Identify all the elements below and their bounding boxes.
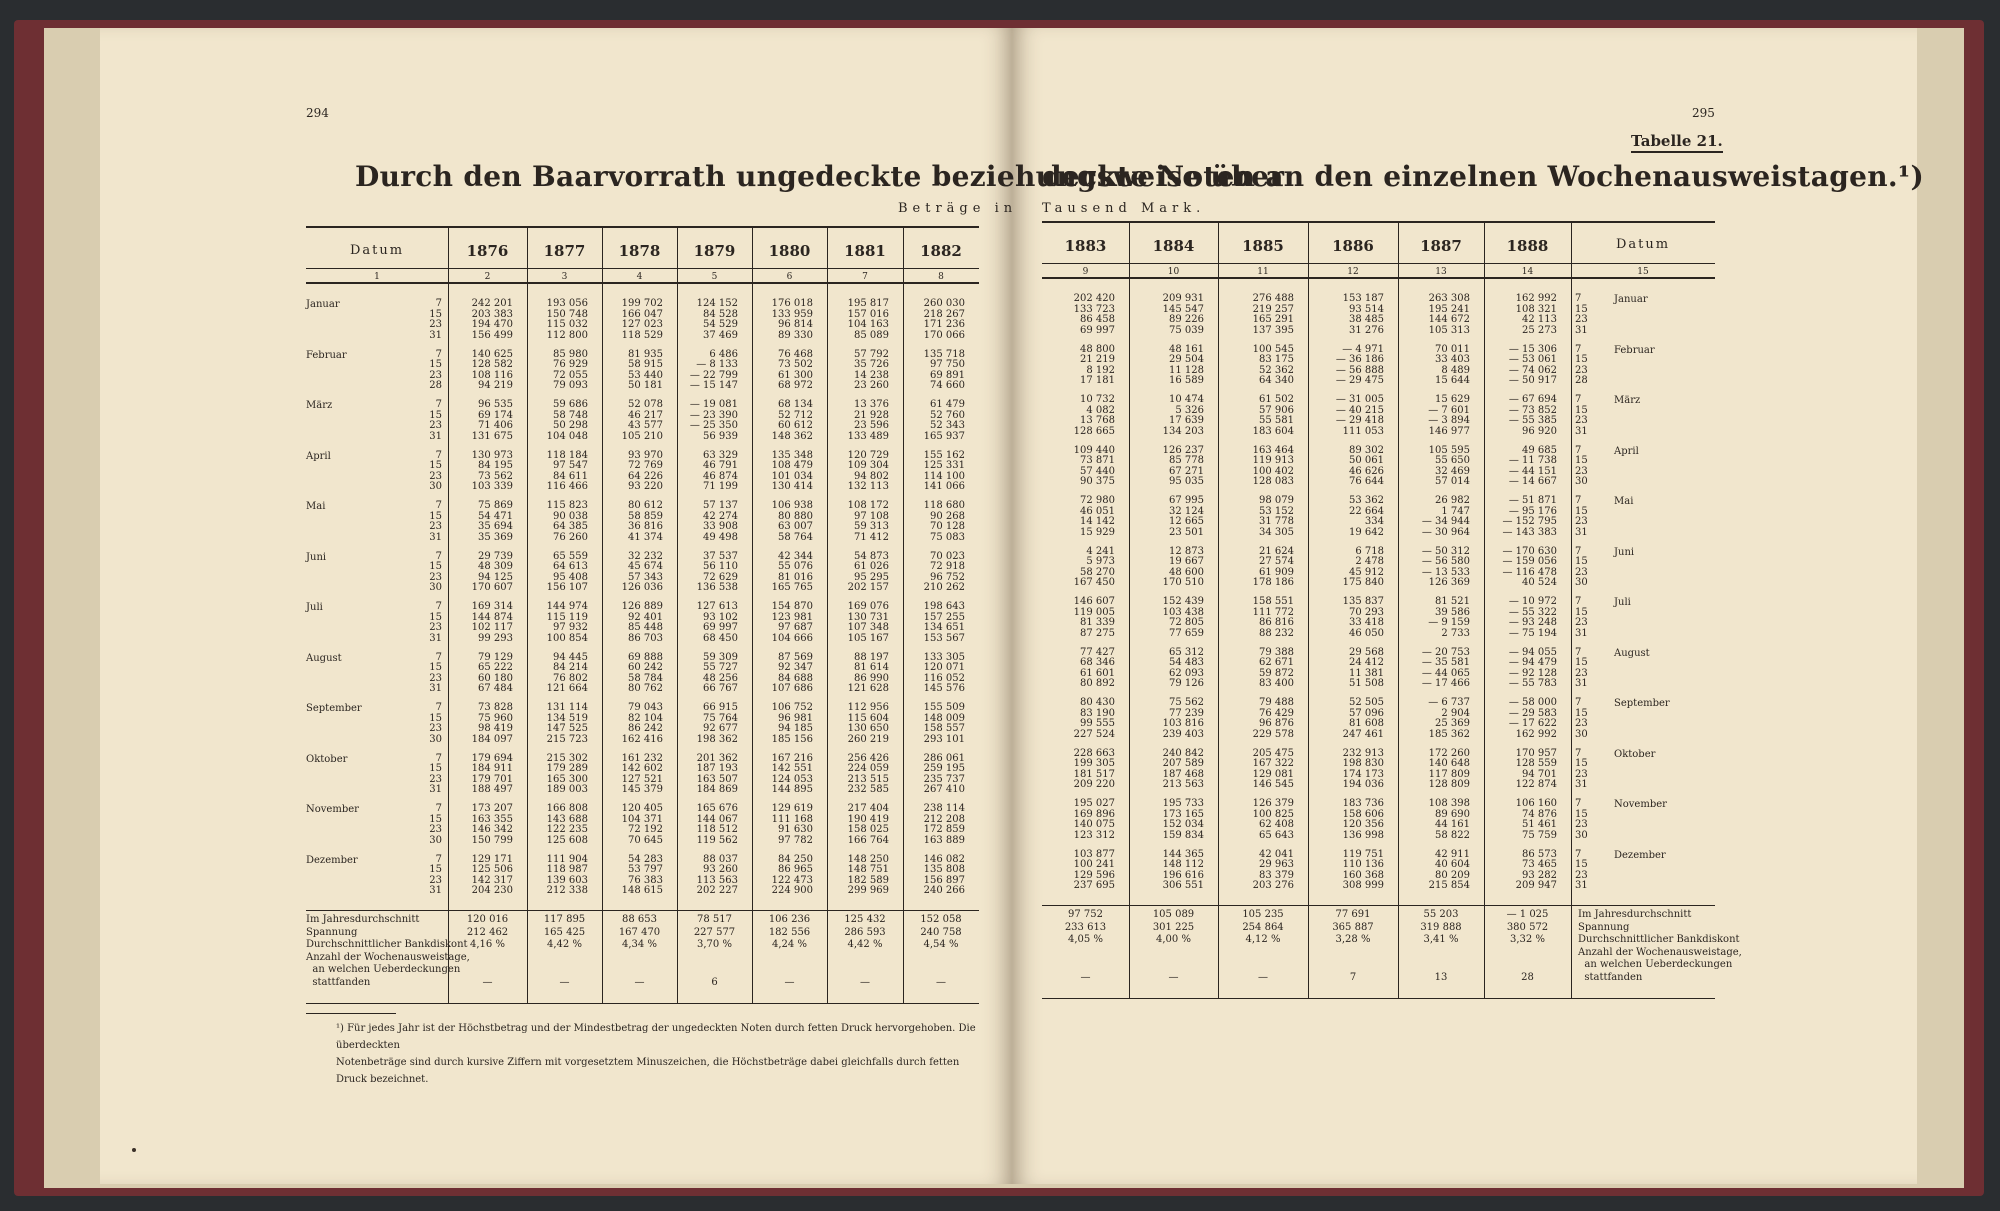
table-cell: 118 184 97 547 84 611 116 466 xyxy=(546,449,588,492)
table-cell: 146 607 119 005 81 339 87 275 xyxy=(1073,596,1115,639)
day-list: 7 15 23 31 xyxy=(1575,293,1588,336)
table-cell: 57 137 42 274 33 908 49 498 xyxy=(703,500,738,543)
table-cell: — 50 312 — 56 580 — 13 533 126 369 xyxy=(1421,545,1470,588)
table-cell: 108 172 97 108 59 313 71 412 xyxy=(847,500,889,543)
table-cell: 88 197 81 614 86 990 121 628 xyxy=(847,651,889,694)
table-cell: 67 995 32 124 12 665 23 501 xyxy=(1169,495,1204,538)
rule-summary-right xyxy=(1042,905,1715,906)
year-header: 1882 xyxy=(920,242,962,260)
table-cell: 135 348 108 479 101 034 130 414 xyxy=(771,449,813,492)
table-cell: 52 505 57 096 81 608 247 461 xyxy=(1342,697,1384,740)
rule-colnum-left xyxy=(306,282,979,284)
day-list: 7 15 23 31 xyxy=(429,298,442,341)
table-cell: 155 162 125 331 114 100 141 066 xyxy=(923,449,965,492)
table-cell: 154 870 123 981 97 687 104 666 xyxy=(771,601,813,644)
day-list: 7 15 23 30 xyxy=(429,550,442,593)
table-cell: 68 134 52 712 60 612 148 362 xyxy=(771,399,813,442)
day-list: 7 15 23 30 xyxy=(1575,545,1588,588)
table-cell: 112 956 115 604 130 650 260 219 xyxy=(847,702,889,745)
table-cell: 260 030 218 267 171 236 170 066 xyxy=(923,298,965,341)
month-label: September xyxy=(306,703,362,714)
day-list: 7 15 23 31 xyxy=(429,601,442,644)
title-right: deckte Noten an den einzelnen Wochenausweistagen.¹) xyxy=(1042,160,1925,193)
table-cell: 73 828 75 960 98 419 184 097 xyxy=(471,702,513,745)
table-cell: 79 129 65 222 60 180 67 484 xyxy=(478,651,513,694)
column-number: 2 xyxy=(484,272,491,282)
table-cell: — 58 000 — 29 583 — 17 622 162 992 xyxy=(1508,697,1557,740)
table-cell: 76 468 73 502 61 300 68 972 xyxy=(778,348,813,391)
summary-cell: 125 432 286 593 4,42 % — xyxy=(844,914,886,988)
table-cell: 133 305 120 071 116 052 145 576 xyxy=(923,651,965,694)
day-list: 7 15 23 31 xyxy=(1575,848,1588,891)
table-cell: 124 152 84 528 54 529 37 469 xyxy=(696,298,738,341)
table-cell: 115 823 90 038 64 385 76 260 xyxy=(546,500,588,543)
table-cell: 6 718 2 478 45 912 175 840 xyxy=(1342,545,1384,588)
table-cell: 155 509 148 009 158 557 293 101 xyxy=(923,702,965,745)
table-cell: 93 970 72 769 64 226 93 220 xyxy=(628,449,663,492)
table-cell: 13 376 21 928 23 596 133 489 xyxy=(847,399,889,442)
table-cell: 129 619 111 168 91 630 97 782 xyxy=(771,803,813,846)
table-cell: 195 027 169 896 140 075 123 312 xyxy=(1073,798,1115,841)
table-cell: — 15 306 — 53 061 — 74 062 — 50 917 xyxy=(1508,343,1557,386)
table-cell: 49 685 — 11 738 — 44 151 — 14 667 xyxy=(1508,444,1557,487)
table-cell: 15 629 — 7 601 — 3 894 146 977 xyxy=(1428,394,1470,437)
column-number: 9 xyxy=(1082,267,1089,277)
table-cell: 140 625 128 582 108 116 94 219 xyxy=(471,348,513,391)
table-cell: 6 486 — 8 133 — 22 799 — 15 147 xyxy=(689,348,738,391)
day-list: 7 15 23 31 xyxy=(1575,394,1588,437)
table-cell: 53 362 22 664 334 19 642 xyxy=(1349,495,1384,538)
table-cell: 106 752 96 981 94 185 185 156 xyxy=(771,702,813,745)
table-cell: 48 800 21 219 8 192 17 181 xyxy=(1080,343,1115,386)
table-cell: — 170 630 — 159 056 — 116 478 40 524 xyxy=(1502,545,1557,588)
day-list: 7 15 23 30 xyxy=(429,449,442,492)
table-label: Tabelle 21. xyxy=(1631,132,1723,153)
table-cell: 65 312 54 483 62 093 79 126 xyxy=(1169,646,1204,689)
table-cell: 61 479 52 760 52 343 165 937 xyxy=(923,399,965,442)
month-label: März xyxy=(1614,395,1641,406)
vrule xyxy=(1218,223,1219,998)
year-header: 1885 xyxy=(1242,237,1284,255)
table-cell: 54 873 61 026 95 295 202 157 xyxy=(847,550,889,593)
table-cell: 148 250 148 751 182 589 299 969 xyxy=(847,853,889,896)
table-cell: 153 187 93 514 38 485 31 276 xyxy=(1342,293,1384,336)
table-cell: 26 982 1 747 — 34 944 — 30 964 xyxy=(1421,495,1470,538)
year-header: 1880 xyxy=(768,242,811,260)
table-cell: 21 624 27 574 61 909 178 186 xyxy=(1252,545,1294,588)
vrule xyxy=(827,228,828,1003)
summary-cell: 120 016 212 462 4,16 % — xyxy=(466,914,509,988)
summary-cell: 105 235 254 864 4,12 % — xyxy=(1242,909,1284,983)
month-label: November xyxy=(306,804,359,815)
day-list: 7 15 23 28 xyxy=(1575,343,1588,386)
table-cell: 106 160 74 876 51 461 75 759 xyxy=(1515,798,1557,841)
table-cell: — 20 753 — 35 581 — 44 065 — 17 466 xyxy=(1421,646,1470,689)
summary-cell: 78 517 227 577 3,70 % 6 xyxy=(693,914,736,988)
vrule xyxy=(903,228,904,1003)
table-cell: 29 568 24 412 11 381 51 508 xyxy=(1349,646,1384,689)
column-number: 13 xyxy=(1435,267,1447,277)
year-header: 1881 xyxy=(844,242,886,260)
table-cell: 96 535 69 174 71 406 131 675 xyxy=(471,399,513,442)
table-cell: 173 207 163 355 146 342 150 799 xyxy=(471,803,513,846)
table-cell: — 10 972 — 55 322 — 93 248 — 75 194 xyxy=(1508,596,1557,639)
table-cell: 100 545 83 175 52 362 64 340 xyxy=(1252,343,1294,386)
table-cell: 127 613 93 102 69 997 68 450 xyxy=(696,601,738,644)
table-cell: 48 161 29 504 11 128 16 589 xyxy=(1169,343,1204,386)
table-cell: 176 018 133 959 96 814 89 330 xyxy=(771,298,813,341)
table-cell: 106 938 80 880 63 007 58 764 xyxy=(771,500,813,543)
column-number: 5 xyxy=(711,272,718,282)
day-list: 7 15 23 28 xyxy=(429,348,442,391)
year-header: 1887 xyxy=(1420,237,1462,255)
column-number: 7 xyxy=(862,272,868,282)
table-cell: 59 686 58 748 50 298 104 048 xyxy=(546,399,588,442)
ink-dot xyxy=(132,1148,136,1152)
table-cell: 201 362 187 193 163 507 184 869 xyxy=(696,752,738,795)
rule-header-left xyxy=(306,268,979,269)
summary-cell: 105 089 301 225 4,00 % — xyxy=(1152,909,1195,983)
datum-header-right: Datum xyxy=(1615,237,1671,252)
day-list: 7 15 23 30 xyxy=(429,702,442,745)
table-cell: 4 241 5 973 58 270 167 450 xyxy=(1073,545,1115,588)
table-cell: 195 817 157 016 104 163 85 089 xyxy=(847,298,889,341)
table-cell: 111 904 118 987 139 603 212 338 xyxy=(546,853,588,896)
table-cell: 87 569 92 347 84 688 107 686 xyxy=(771,651,813,694)
table-cell: 144 974 115 119 97 932 100 854 xyxy=(546,601,588,644)
table-cell: 37 537 56 110 72 629 136 538 xyxy=(696,550,738,593)
table-cell: 232 913 198 830 174 173 194 036 xyxy=(1342,747,1384,790)
table-cell: 146 082 135 808 156 897 240 266 xyxy=(923,853,965,896)
month-label: Mai xyxy=(306,501,326,512)
table-cell: 242 201 203 383 194 470 156 499 xyxy=(471,298,513,341)
table-cell: 105 595 55 650 32 469 57 014 xyxy=(1428,444,1470,487)
table-cell: 183 736 158 606 120 356 136 998 xyxy=(1342,798,1384,841)
table-cell: 59 309 55 727 48 256 66 767 xyxy=(703,651,738,694)
table-cell: 79 043 82 104 86 242 162 416 xyxy=(621,702,663,745)
summary-labels-left: Im Jahresdurchschnitt Spannung Durchschnittlicher Bankdiskont Anzahl der Wochenausweistage, an welchen Ueberdeckungen stattfanden xyxy=(306,914,470,988)
day-list: 7 15 23 31 xyxy=(429,651,442,694)
table-cell: — 31 005 — 40 215 — 29 418 111 053 xyxy=(1335,394,1384,437)
table-cell: 162 992 108 321 42 113 25 273 xyxy=(1515,293,1557,336)
month-label: März xyxy=(306,400,333,411)
table-cell: — 94 055 — 94 479 — 92 128 — 55 783 xyxy=(1508,646,1557,689)
table-cell: 202 420 133 723 86 458 69 997 xyxy=(1073,293,1115,336)
summary-cell: 55 203 319 888 3,41 % 13 xyxy=(1420,909,1462,983)
table-cell: 169 076 130 731 107 348 105 167 xyxy=(847,601,889,644)
vrule xyxy=(752,228,753,1003)
vrule xyxy=(527,228,528,1003)
table-cell: 75 562 77 239 103 816 239 403 xyxy=(1162,697,1204,740)
table-cell: 126 889 92 401 85 448 86 703 xyxy=(621,601,663,644)
table-cell: 81 521 39 586 — 9 159 2 733 xyxy=(1428,596,1470,639)
table-cell: 69 888 60 242 58 784 80 762 xyxy=(628,651,663,694)
table-cell: 10 732 4 082 13 768 128 665 xyxy=(1073,394,1115,437)
day-list: 7 15 23 31 xyxy=(429,399,442,442)
table-cell: 10 474 5 326 17 639 134 203 xyxy=(1162,394,1204,437)
summary-cell: 88 653 167 470 4,34 % — xyxy=(618,914,661,988)
table-cell: 165 676 144 067 118 512 119 562 xyxy=(696,803,738,846)
table-cell: 80 612 58 859 36 816 41 374 xyxy=(628,500,663,543)
column-number: 8 xyxy=(938,272,944,282)
year-header: 1888 xyxy=(1506,237,1549,255)
table-cell: 70 011 33 403 8 489 15 644 xyxy=(1435,343,1470,386)
table-cell: 70 023 72 918 96 752 210 262 xyxy=(923,550,965,593)
month-label: April xyxy=(1614,445,1639,457)
rule-top-left xyxy=(306,226,979,228)
vrule xyxy=(602,228,603,1003)
year-header: 1883 xyxy=(1064,237,1107,255)
table-cell: 205 475 167 322 129 081 146 545 xyxy=(1252,747,1294,790)
footnote-line-2: Notenbeträge sind durch kursive Ziffern mit vorgesetztem Minuszeichen, die Höchstbeträge dabei gleichfalls durch fetten Druck bezeichnet. xyxy=(336,1057,960,1085)
day-list: 7 15 23 31 xyxy=(1575,747,1588,790)
day-list: 7 15 23 31 xyxy=(429,500,442,543)
day-list: 7 15 23 30 xyxy=(429,803,442,846)
table-cell: 130 973 84 195 73 562 103 339 xyxy=(471,449,513,492)
summary-cell: 77 691 365 887 3,28 % 7 xyxy=(1332,909,1374,983)
rule-header-right xyxy=(1042,263,1715,264)
day-list: 7 15 23 30 xyxy=(1575,697,1588,740)
table-cell: 158 551 111 772 86 816 88 232 xyxy=(1252,596,1294,639)
table-cell: 75 869 54 471 35 694 35 369 xyxy=(478,500,513,543)
table-cell: 135 837 70 293 33 418 46 050 xyxy=(1342,596,1384,639)
vrule xyxy=(1129,223,1130,998)
table-cell: 66 915 75 764 92 677 198 362 xyxy=(696,702,738,745)
day-list: 7 15 23 31 xyxy=(1575,495,1588,538)
table-cell: 228 663 199 305 181 517 209 220 xyxy=(1073,747,1115,790)
vrule xyxy=(1571,223,1572,998)
column-number: 6 xyxy=(786,272,793,282)
table-cell: 32 232 45 674 57 343 126 036 xyxy=(621,550,663,593)
table-cell: 166 808 143 688 122 235 125 608 xyxy=(546,803,588,846)
month-label: Februar xyxy=(306,349,347,361)
vrule xyxy=(1308,223,1309,998)
day-list: 7 15 23 31 xyxy=(429,853,442,896)
table-cell: 198 643 157 255 134 651 153 567 xyxy=(923,601,965,644)
month-label: Juni xyxy=(306,551,327,563)
table-cell: 86 573 73 465 93 282 209 947 xyxy=(1515,848,1557,891)
table-cell: 65 559 64 613 95 408 156 107 xyxy=(546,550,588,593)
table-cell: 63 329 46 791 46 874 71 199 xyxy=(703,449,738,492)
table-cell: 80 430 83 190 99 555 227 524 xyxy=(1073,697,1115,740)
table-cell: 57 792 35 726 14 238 23 260 xyxy=(854,348,889,391)
summary-cell: 97 752 233 613 4,05 % — xyxy=(1064,909,1107,983)
table-cell: 217 404 190 419 158 025 166 764 xyxy=(847,803,889,846)
table-cell: 88 037 93 260 113 563 202 227 xyxy=(696,853,738,896)
table-cell: 52 078 46 217 43 577 105 210 xyxy=(621,399,663,442)
table-cell: 193 056 150 748 115 032 112 800 xyxy=(546,298,588,341)
column-number: 15 xyxy=(1637,267,1649,277)
table-cell: 119 751 110 136 160 368 308 999 xyxy=(1342,848,1384,891)
column-number: 4 xyxy=(636,272,643,282)
table-cell: 240 842 207 589 187 468 213 563 xyxy=(1162,747,1204,790)
month-label: August xyxy=(1614,647,1650,659)
month-label: Juli xyxy=(1614,597,1631,608)
footnote-line-1: ¹) Für jedes Jahr ist der Höchstbetrag und der Mindestbetrag der ungedeckten Noten durch fetten Druck hervorgehoben. Die überdeckten xyxy=(336,1023,976,1051)
table-cell: 120 729 109 304 94 802 132 113 xyxy=(847,449,889,492)
rule-colnum-right xyxy=(1042,277,1715,279)
summary-cell: 152 058 240 758 4,54 % — xyxy=(920,914,962,988)
table-cell: — 6 737 2 904 25 369 185 362 xyxy=(1428,697,1470,740)
table-cell: 81 935 58 915 53 440 50 181 xyxy=(628,348,663,391)
table-cell: 199 702 166 047 127 023 118 529 xyxy=(621,298,663,341)
table-cell: 276 488 219 257 165 291 137 395 xyxy=(1252,293,1294,336)
table-cell: 12 873 19 667 48 600 170 510 xyxy=(1162,545,1204,588)
table-cell: 85 980 76 929 72 055 79 093 xyxy=(553,348,588,391)
table-cell: — 67 694 — 73 852 — 55 385 96 920 xyxy=(1508,394,1557,437)
subtitle-right: Tausend Mark. xyxy=(1042,201,1206,216)
table-cell: 209 931 145 547 89 226 75 039 xyxy=(1162,293,1204,336)
day-list: 7 15 23 30 xyxy=(1575,444,1588,487)
column-number: 14 xyxy=(1521,267,1534,277)
table-cell: 98 079 53 152 31 778 34 305 xyxy=(1259,495,1294,538)
title-left: Durch den Baarvorrath ungedeckte beziehungsweise über xyxy=(355,160,1285,193)
summary-cell: 106 236 182 556 4,24 % — xyxy=(768,914,811,988)
table-cell: 29 739 48 309 94 125 170 607 xyxy=(471,550,513,593)
table-cell: 263 308 195 241 144 672 105 313 xyxy=(1428,293,1470,336)
month-label: Oktober xyxy=(1614,748,1656,760)
table-cell: 89 302 50 061 46 626 76 644 xyxy=(1349,444,1384,487)
year-header: 1878 xyxy=(618,242,661,260)
month-label: September xyxy=(1614,698,1670,709)
table-cell: 161 232 142 602 127 521 145 379 xyxy=(621,752,663,795)
day-list: 7 15 23 31 xyxy=(1575,646,1588,689)
rule-top-right xyxy=(1042,221,1715,223)
table-cell: 144 365 148 112 196 616 306 551 xyxy=(1162,848,1204,891)
table-cell: 61 502 57 906 55 581 183 604 xyxy=(1252,394,1294,437)
summary-cell: — 1 025 380 572 3,32 % 28 xyxy=(1506,909,1549,983)
month-label: Dezember xyxy=(1614,849,1666,861)
table-cell: 256 426 224 059 213 515 232 585 xyxy=(847,752,889,795)
month-label: August xyxy=(306,652,342,664)
month-label: Oktober xyxy=(306,753,348,765)
table-cell: 170 957 128 559 94 701 122 874 xyxy=(1515,747,1557,790)
month-label: Dezember xyxy=(306,854,358,866)
table-cell: 79 388 62 671 59 872 83 400 xyxy=(1259,646,1294,689)
rule-summary-left xyxy=(306,910,979,911)
table-cell: 103 877 100 241 129 596 237 695 xyxy=(1073,848,1115,891)
table-cell: 108 398 89 690 44 161 58 822 xyxy=(1428,798,1470,841)
table-cell: 167 216 142 551 124 053 144 895 xyxy=(771,752,813,795)
summary-labels-right: Im Jahresdurchschnitt Spannung Durchschnittlicher Bankdiskont Anzahl der Wochenausweistage, an welchen Ueberdeckungen stattfanden xyxy=(1578,909,1742,983)
month-label: Juni xyxy=(1614,546,1635,558)
table-cell: 72 980 46 051 14 142 15 929 xyxy=(1080,495,1115,538)
month-label: Januar xyxy=(1614,294,1648,305)
column-number: 12 xyxy=(1347,267,1359,277)
rule-bottom-right xyxy=(1042,998,1715,999)
table-cell: 120 405 104 371 72 192 70 645 xyxy=(621,803,663,846)
table-cell: 152 439 103 438 72 805 77 659 xyxy=(1162,596,1204,639)
table-cell: — 51 871 — 95 176 — 152 795 — 143 383 xyxy=(1502,495,1557,538)
table-cell: 129 171 125 506 142 317 204 230 xyxy=(471,853,513,896)
table-cell: 238 114 212 208 172 859 163 889 xyxy=(923,803,965,846)
table-cell: — 19 081 — 23 390 — 25 350 56 939 xyxy=(689,399,738,442)
left-page-number: 294 xyxy=(306,106,329,120)
table-cell: 77 427 68 346 61 601 80 892 xyxy=(1080,646,1115,689)
table-cell: 109 440 73 871 57 440 90 375 xyxy=(1073,444,1115,487)
year-header: 1886 xyxy=(1332,237,1374,255)
month-label: April xyxy=(306,450,331,462)
table-cell: 169 314 144 874 102 117 99 293 xyxy=(471,601,513,644)
year-header: 1884 xyxy=(1152,237,1195,255)
month-label: Juli xyxy=(306,602,323,613)
table-cell: 286 061 259 195 235 737 267 410 xyxy=(923,752,965,795)
table-cell: 79 488 76 429 96 876 229 578 xyxy=(1252,697,1294,740)
day-list: 7 15 23 31 xyxy=(429,752,442,795)
day-list: 7 15 23 31 xyxy=(1575,596,1588,639)
datum-header-left: Datum xyxy=(349,243,405,258)
table-cell: 172 260 140 648 117 809 128 809 xyxy=(1428,747,1470,790)
table-cell: 126 237 85 778 67 271 95 035 xyxy=(1162,444,1204,487)
table-cell: 126 379 100 825 62 408 65 643 xyxy=(1252,798,1294,841)
day-list: 7 15 23 30 xyxy=(1575,798,1588,841)
subtitle-left: Beträge in xyxy=(898,201,1018,216)
table-cell: 94 445 84 214 76 802 121 664 xyxy=(546,651,588,694)
footnote xyxy=(336,1020,976,1088)
vrule xyxy=(677,228,678,1003)
month-label: Februar xyxy=(1614,344,1655,356)
table-cell: 195 733 173 165 152 034 159 834 xyxy=(1162,798,1204,841)
table-cell: 42 041 29 963 83 379 203 276 xyxy=(1252,848,1294,891)
vrule xyxy=(448,228,449,1003)
table-cell: 42 344 55 076 81 016 165 765 xyxy=(771,550,813,593)
table-cell: 135 718 97 750 69 891 74 660 xyxy=(923,348,965,391)
year-header: 1877 xyxy=(543,242,586,260)
month-label: November xyxy=(1614,799,1667,810)
month-label: Januar xyxy=(306,299,340,310)
summary-cell: 117 895 165 425 4,42 % — xyxy=(543,914,586,988)
table-cell: 215 302 179 289 165 300 189 003 xyxy=(546,752,588,795)
year-header: 1879 xyxy=(693,242,736,260)
right-page-number: 295 xyxy=(1692,106,1715,120)
table-cell: 179 694 184 911 179 701 188 497 xyxy=(471,752,513,795)
table-cell: — 4 971 — 36 186 — 56 888 — 29 475 xyxy=(1335,343,1384,386)
year-header: 1876 xyxy=(466,242,509,260)
table-cell: 84 250 86 965 122 473 224 900 xyxy=(771,853,813,896)
column-number: 1 xyxy=(374,272,380,282)
column-number: 10 xyxy=(1167,267,1180,277)
vrule xyxy=(1398,223,1399,998)
vrule xyxy=(1484,223,1485,998)
table-cell: 163 464 119 913 100 402 128 083 xyxy=(1252,444,1294,487)
table-cell: 131 114 134 519 147 525 215 723 xyxy=(546,702,588,745)
table-cell: 118 680 90 268 70 128 75 083 xyxy=(923,500,965,543)
rule-bottom-left xyxy=(306,1003,979,1004)
footnote-rule xyxy=(306,1013,396,1014)
month-label: Mai xyxy=(1614,496,1634,507)
table-cell: 54 283 53 797 76 383 148 615 xyxy=(621,853,663,896)
column-number: 3 xyxy=(561,272,568,282)
column-number: 11 xyxy=(1257,267,1269,277)
table-cell: 42 911 40 604 80 209 215 854 xyxy=(1428,848,1470,891)
